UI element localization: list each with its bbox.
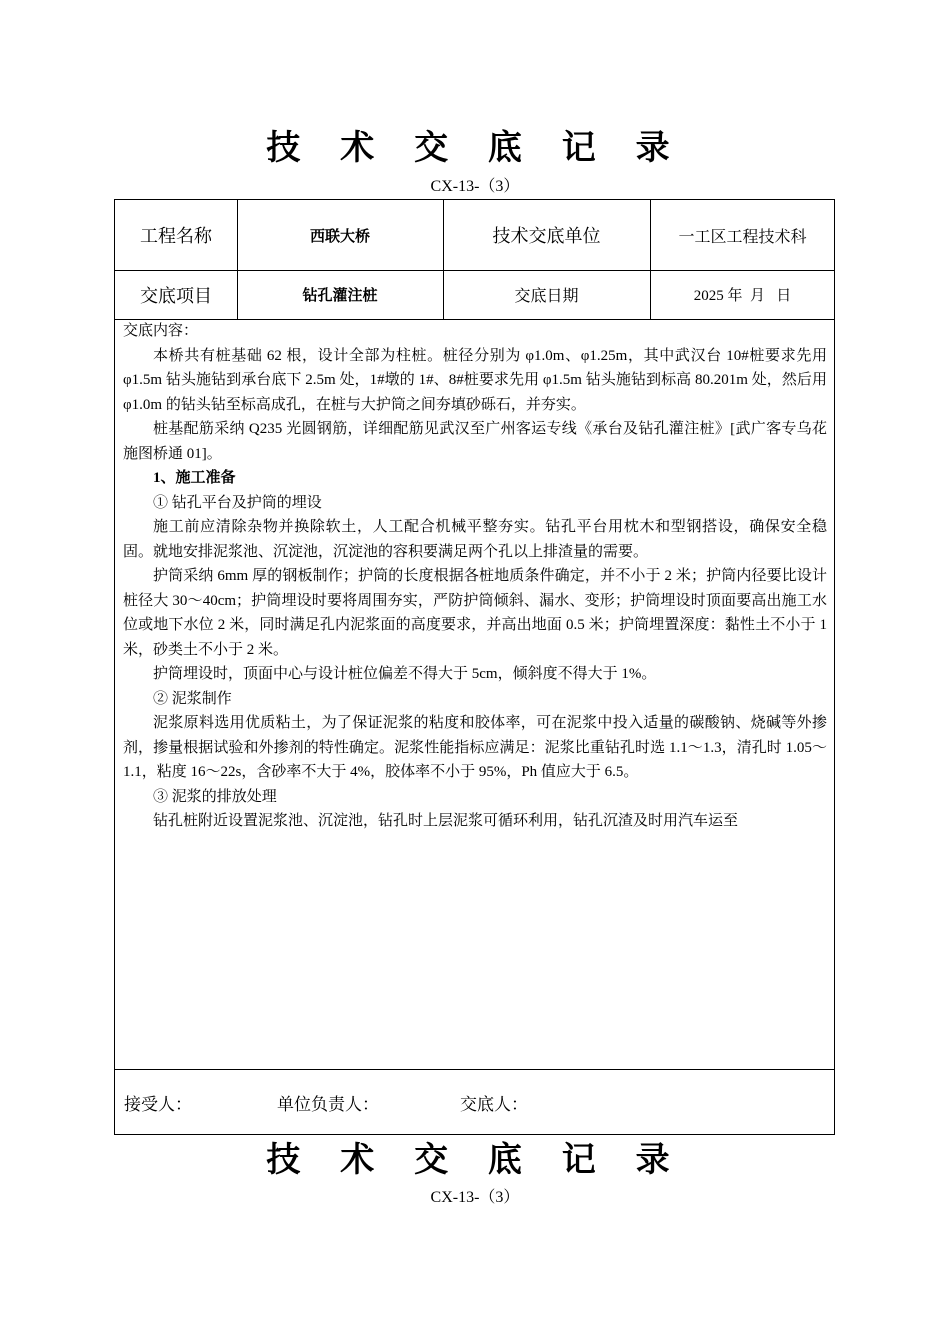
unit-head-signature-label: 单位负责人： (277, 1095, 379, 1114)
row-divider (115, 1069, 834, 1070)
receiver-signature-label: 接受人： (124, 1095, 192, 1114)
subsection-heading: ③ 泥浆的排放处理 (153, 788, 277, 805)
paragraph: 护筒采纳 6mm 厚的钢板制作；护筒的长度根据各桩地质条件确定，并不小于 2 米；护筒内径要比设计桩径大 30～40cm；护筒埋设时要将周围夯实，严防护筒倾斜、漏水、变形；护筒埋设时顶面要高出施工水位或地下水位 2 米，同时满足孔内泥浆面的高度要求，并高出地面 0.5 米；护筒埋置深度：黏性土不小于 1 米，砂类土不小于 2 米。 (123, 568, 827, 658)
project-name-label: 工程名称 (140, 226, 212, 246)
document-title: 技 术 交 底 记 录 (266, 128, 684, 168)
presenter-signature-label: 交底人： (460, 1095, 528, 1114)
document-code-repeat: CX-13-（3） (430, 1189, 520, 1206)
record-table (114, 199, 835, 1135)
paragraph: 施工前应清除杂物并换除软土，人工配合机械平整夯实。钻孔平台用枕木和型钢搭设，确保安全稳固。就地安排泥浆池、沉淀池，沉淀池的容积要满足两个孔以上排渣量的需要。 (123, 519, 827, 560)
paragraph: 桩基配筋采纳 Q235 光圆钢筋，详细配筋见武汉至广州客运专线《承台及钻孔灌注桩》[武广客专乌花施图桥通 01]。 (123, 421, 827, 462)
project-name-value: 西联大桥 (309, 228, 370, 245)
paragraph: 本桥共有桩基础 62 根，设计全部为柱桩。桩径分别为 φ1.0m、φ1.25m，其中武汉台 10#桩要求先用 φ1.5m 钻头施钻到承台底下 2.5m 处，1#墩的 1#、8#桩要求先用 φ1.5m 钻头施钻到标高 80.201m 处，然后用 φ1.0m 的钻头钻至标高成孔，在桩与大护筒之间夯填砂砾石，并夯实。 (123, 347, 827, 413)
document-code: CX-13-（3） (430, 178, 520, 195)
unit-value: 一工区工程技术科 (678, 228, 807, 246)
subsection-heading: ① 钻孔平台及护筒的埋设 (153, 494, 322, 511)
content-body (123, 319, 827, 834)
document-title-repeat: 技 术 交 底 记 录 (266, 1140, 684, 1180)
item-value: 钻孔灌注桩 (302, 288, 378, 304)
item-label: 交底项目 (140, 285, 212, 306)
subsection-heading: ② 泥浆制作 (153, 690, 232, 707)
content-label: 交底内容： (123, 323, 199, 339)
paragraph: 护筒埋设时，顶面中心与设计桩位偏差不得大于 5cm，倾斜度不得大于 1%。 (153, 666, 657, 682)
paragraph: 泥浆原料选用优质粘土，为了保证泥浆的粘度和胶体率，可在泥浆中投入适量的碳酸钠、烧碱等外掺剂，掺量根据试验和外掺剂的特性确定。泥浆性能指标应满足：泥浆比重钻孔时选 1.1～1.3，清孔时 1.05～1.1，粘度 16～22s，含砂率不大于 4%，胶体率不小于 95%，Ph 值应大于 6.5。 (123, 715, 827, 780)
date-label: 交底日期 (514, 288, 579, 305)
section-heading: 1、施工准备 (153, 470, 236, 486)
unit-label: 技术交底单位 (492, 226, 601, 246)
date-value: 2025 年 月 日 (693, 288, 792, 304)
paragraph: 钻孔桩附近设置泥浆池、沉淀池，钻孔时上层泥浆可循环利用，钻孔沉渣及时用汽车运至 (153, 813, 739, 829)
